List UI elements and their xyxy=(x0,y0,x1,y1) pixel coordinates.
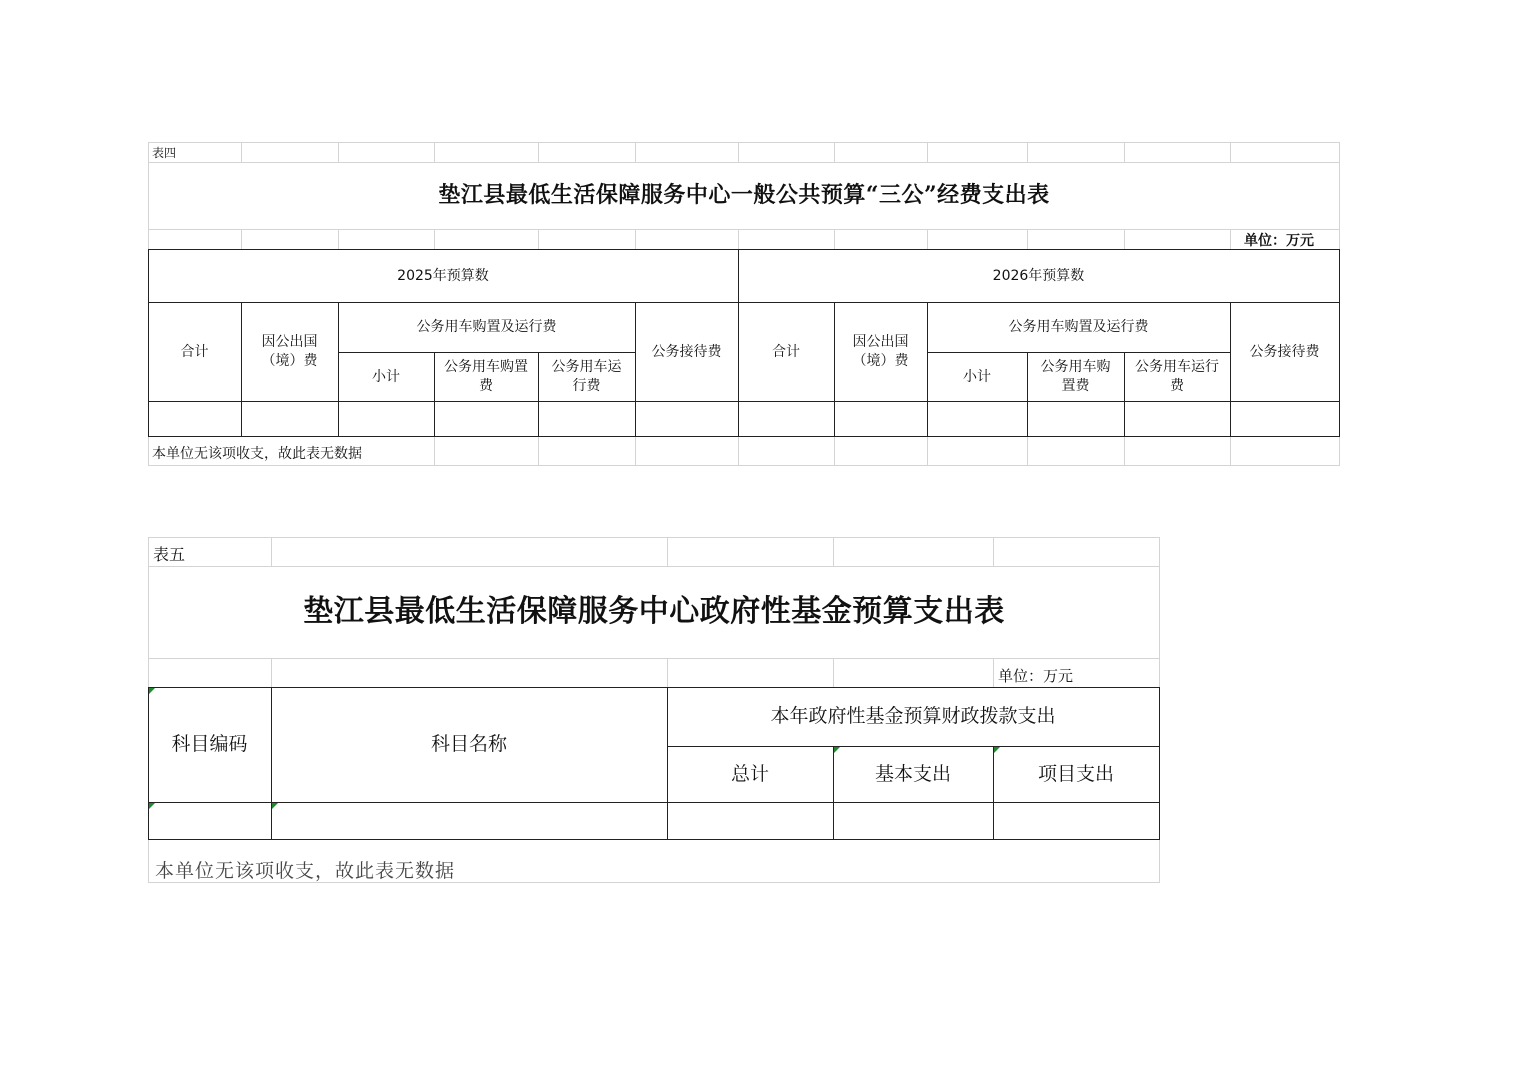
header-2026-subtotal: 小计 xyxy=(963,368,991,385)
header-2026-vehicle-group: 公务用车购置及运行费 xyxy=(1008,319,1149,336)
header-subject-name: 科目名称 xyxy=(430,733,507,756)
table-4-title: 垫江县最低生活保障服务中心一般公共预算“三公”经费支出表 xyxy=(438,181,1050,208)
header-2025-vehicle-purchase: 公务用车购置 费 xyxy=(444,359,528,394)
table-5-unit: 单位：万元 xyxy=(998,667,1074,685)
header-2026-abroad: 因公出国 （境）费 xyxy=(852,334,909,369)
table-5-note: 本单位无该项收支，故此表无数据 xyxy=(155,860,456,882)
table-4-unit: 单位：万元 xyxy=(1244,233,1314,249)
header-2026-vehicle-purchase: 公务用车购 置费 xyxy=(1040,359,1111,394)
table-4-note: 本单位无该项收支，故此表无数据 xyxy=(152,446,362,462)
table-5-title: 垫江县最低生活保障服务中心政府性基金预算支出表 xyxy=(303,593,1005,629)
header-total: 总计 xyxy=(730,762,769,785)
cell-marker xyxy=(272,803,278,809)
header-2025-subtotal: 小计 xyxy=(372,368,400,385)
header-2026-vehicle-operation: 公务用车运行 费 xyxy=(1135,359,1219,394)
header-2025-budget: 2025年预算数 xyxy=(397,267,489,284)
header-fund-budget-group: 本年政府性基金预算财政拨款支出 xyxy=(770,705,1056,728)
header-2026-total: 合计 xyxy=(772,343,800,360)
header-2025-total: 合计 xyxy=(180,343,209,360)
header-2025-vehicle-group: 公务用车购置及运行费 xyxy=(416,319,557,336)
header-subject-code: 科目编码 xyxy=(171,733,248,756)
header-2025-abroad: 因公出国 （境）费 xyxy=(261,334,318,369)
header-basic-expense: 基本支出 xyxy=(874,762,951,785)
cell-marker xyxy=(149,803,155,809)
header-project-expense: 项目支出 xyxy=(1037,762,1114,785)
table-4-label: 表四 xyxy=(152,146,177,160)
table-5-label: 表五 xyxy=(153,545,186,564)
header-2026-reception: 公务接待费 xyxy=(1249,343,1320,360)
header-2026-budget: 2026年预算数 xyxy=(992,267,1085,284)
header-2025-vehicle-operation: 公务用车运 行费 xyxy=(551,359,622,394)
header-2025-reception: 公务接待费 xyxy=(651,343,722,360)
